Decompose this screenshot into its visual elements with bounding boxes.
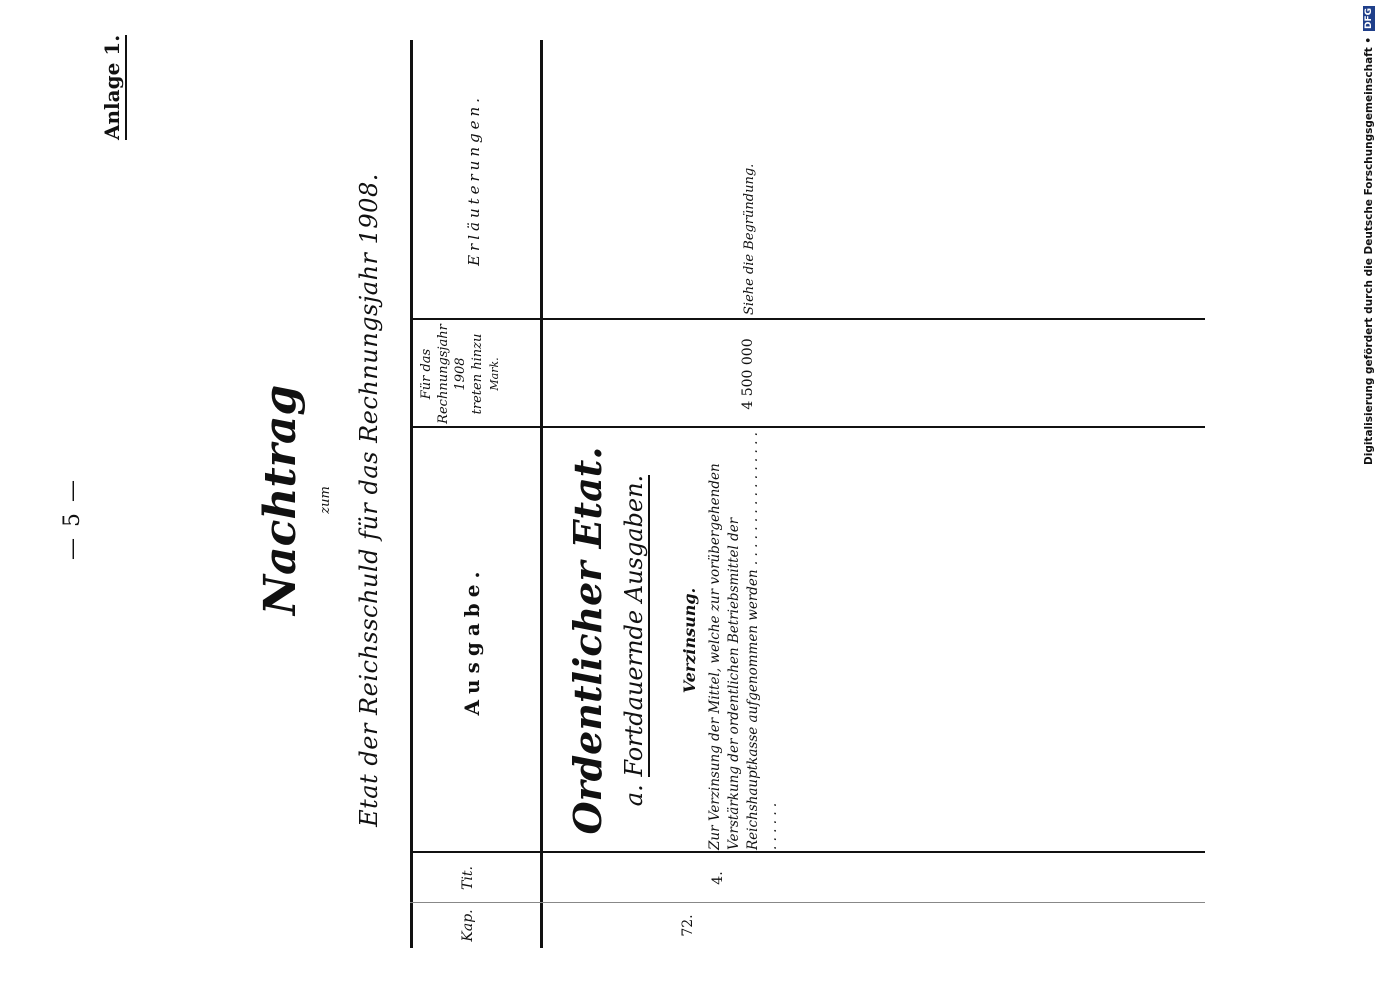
header-betrag-line: Rechnungsjahr	[436, 324, 451, 424]
group-heading: Verzinsung.	[680, 587, 699, 694]
header-betrag-line: 1908	[453, 357, 468, 391]
subsection-heading	[620, 428, 648, 853]
subsection-title: Fortdauernde Ausgaben.	[620, 474, 648, 777]
header-ausgabe: Ausgabe.	[460, 565, 484, 716]
dfg-logo: DFG	[1364, 8, 1374, 30]
document-subtitle: Etat der Reichsschuld für das Rechnungsjahr 1908.	[355, 173, 383, 827]
header-betrag	[418, 320, 503, 428]
column-rule-tit-ausgabe	[410, 851, 1205, 853]
row-text: Zur Verzinsung der Mittel, welche zur vorübergehenden Verstärkung der ordentlichen Betriebsmittel der Reichshauptkasse aufgenommen werden . . . . . . . . . . . . . . . . . . . . . .	[707, 432, 780, 850]
page-number: — 5 —	[60, 478, 85, 560]
row-tit: 4.	[710, 871, 726, 885]
subsection-prefix: a.	[620, 784, 648, 807]
table-header-rule	[540, 40, 543, 948]
document-title: Nachtrag	[255, 384, 306, 616]
column-rule-kap-tit	[410, 902, 1205, 903]
column-rule-ausgabe-betrag	[410, 426, 1205, 428]
column-rule-betrag-erl	[410, 318, 1205, 320]
row-note: Siehe die Begründung.	[742, 163, 757, 315]
annex-label: Anlage 1.	[100, 35, 127, 140]
header-betrag-unit: Mark.	[488, 357, 501, 391]
row-kap: 72.	[680, 914, 696, 937]
header-betrag-line: Für das	[419, 348, 434, 400]
digitization-notice-text: Digitalisierung gefördert durch die Deutsche Forschungsgemeinschaft •	[1363, 36, 1375, 465]
section-title: Ordentlicher Etat.	[565, 446, 610, 835]
row-betrag: 4 500 000	[740, 338, 756, 410]
digitization-notice	[1363, 6, 1379, 991]
header-betrag-line: treten hinzu	[470, 333, 485, 415]
header-erlaeuterungen: Erläuterungen.	[465, 94, 483, 266]
header-tit: Tit.	[460, 866, 476, 890]
document-zum: zum	[318, 486, 333, 514]
header-kap: Kap.	[460, 909, 476, 942]
table-top-rule	[410, 40, 413, 948]
